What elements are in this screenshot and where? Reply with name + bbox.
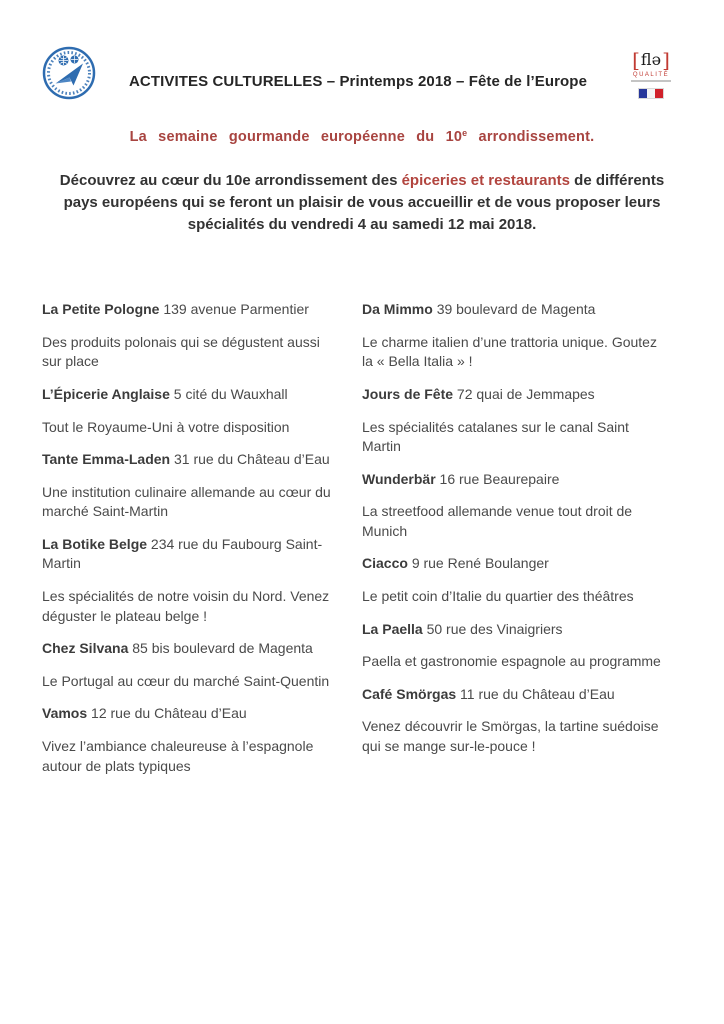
venue-name: Wunderbär (362, 470, 436, 487)
venue-entry (362, 685, 670, 757)
venue-name: Chez Silvana (42, 640, 129, 657)
intro-paragraph: Découvrez au cœur du 10e arrondissement des épiceries et restaurants de différents pays européens qui se feront un plaisir de vous accueillir et de vous proposer leurs spécialités du vendredi 4 au samedi 12 mai 2018. (59, 172, 665, 234)
venue-address: 12 rue du Château d’Eau (91, 705, 247, 722)
fle-logo-text: [flə] (632, 48, 670, 72)
venue-line (42, 704, 339, 724)
fle-micro-text (631, 80, 671, 82)
venue-description: Tout le Royaume-Uni à votre disposition (42, 418, 290, 435)
venue-description: Le Portugal au cœur du marché Saint-Quentin (42, 672, 330, 689)
fle-qualite-label: QUALITÉ (632, 72, 670, 78)
venue-description: Une institution culinaire allemande au cœur du marché Saint-Martin (42, 483, 331, 520)
venue-address: 72 quai de Jemmapes (456, 385, 595, 402)
venue-description: Venez découvrir le Smörgas, la tartine suédoise qui se mange sur-le-pouce ! (362, 718, 659, 755)
venue-description: Vivez l’ambiance chaleureuse à l’espagnole autour de plats typiques (42, 738, 314, 774)
venue-entry (42, 300, 339, 372)
venue-entry (42, 450, 339, 522)
venue-description: Paella et gastronomie espagnole au programme (362, 653, 661, 670)
venue-line (42, 385, 339, 405)
venue-name: La Botike Belge (42, 535, 148, 552)
venue-address: 85 bis boulevard de Magenta (132, 640, 313, 657)
venue-name: La Petite Pologne (42, 301, 160, 318)
venue-name: Jours de Fête (362, 385, 454, 402)
french-flag-icon (638, 88, 664, 99)
venue-description: La streetfood allemande venue tout droit de Munich (362, 503, 633, 539)
venue-entry (42, 385, 339, 437)
venue-line (362, 300, 670, 320)
venue-address: 139 avenue Parmentier (163, 301, 309, 318)
intro-highlight: épiceries et restaurants (401, 172, 570, 189)
venue-address: 234 rue du Faubourg Saint-Martin (42, 535, 323, 572)
venue-column-left (42, 300, 339, 789)
venue-entry (42, 639, 339, 691)
venue-address: 39 boulevard de Magenta (436, 301, 596, 318)
venue-entry (362, 385, 670, 457)
venue-entry (42, 704, 339, 776)
venue-description: Le charme italien d’une trattoria unique. Goutez la « Bella Italia » ! (362, 333, 657, 370)
venue-name: L’Épicerie Anglaise (42, 385, 170, 402)
venue-line (42, 450, 339, 470)
venue-column-right (362, 300, 670, 789)
venue-name: Da Mimmo (362, 301, 433, 318)
venue-line (362, 554, 670, 574)
venue-line (362, 470, 670, 490)
fle-quality-label-logo (620, 50, 682, 103)
venue-description: Les spécialités de notre voisin du Nord. Venez déguster le plateau belge ! (42, 588, 330, 624)
venue-entry (362, 620, 670, 672)
venue-entry (42, 535, 339, 626)
venue-name: Tante Emma-Laden (42, 451, 171, 468)
venue-line (42, 639, 339, 659)
venue-entry (362, 300, 670, 372)
venue-description: Des produits polonais qui se dégustent aussi sur place (42, 333, 320, 370)
venue-line (42, 535, 339, 574)
venue-line (362, 620, 670, 640)
venue-name: La Paella (362, 620, 423, 637)
school-seal-logo (42, 46, 96, 100)
header (42, 46, 682, 106)
venue-description: Le petit coin d’Italie du quartier des théâtres (362, 588, 634, 605)
venue-address: 16 rue Beaurepaire (439, 470, 560, 487)
venue-columns (42, 300, 682, 789)
venue-address: 9 rue René Boulanger (411, 555, 549, 572)
venue-address: 50 rue des Vinaigriers (426, 620, 563, 637)
venue-entry (362, 554, 670, 606)
venue-name: Ciacco (362, 555, 408, 572)
venue-entry (362, 470, 670, 542)
venue-address: 31 rue du Château d’Eau (174, 451, 330, 468)
venue-name: Café Smörgas (362, 685, 457, 702)
venue-line (362, 385, 670, 405)
venue-line (362, 685, 670, 705)
page-title: ACTIVITES CULTURELLES – Printemps 2018 – Fête de l’Europe (128, 73, 588, 90)
venue-address: 5 cité du Wauxhall (173, 385, 288, 402)
venue-name: Vamos (42, 705, 88, 722)
venue-description: Les spécialités catalanes sur le canal Saint Martin (362, 418, 629, 455)
venue-line (42, 300, 339, 320)
event-subtitle: La semaine gourmande européenne du 10e arrondissement. (129, 128, 595, 145)
venue-address: 11 rue du Château d’Eau (460, 685, 615, 702)
